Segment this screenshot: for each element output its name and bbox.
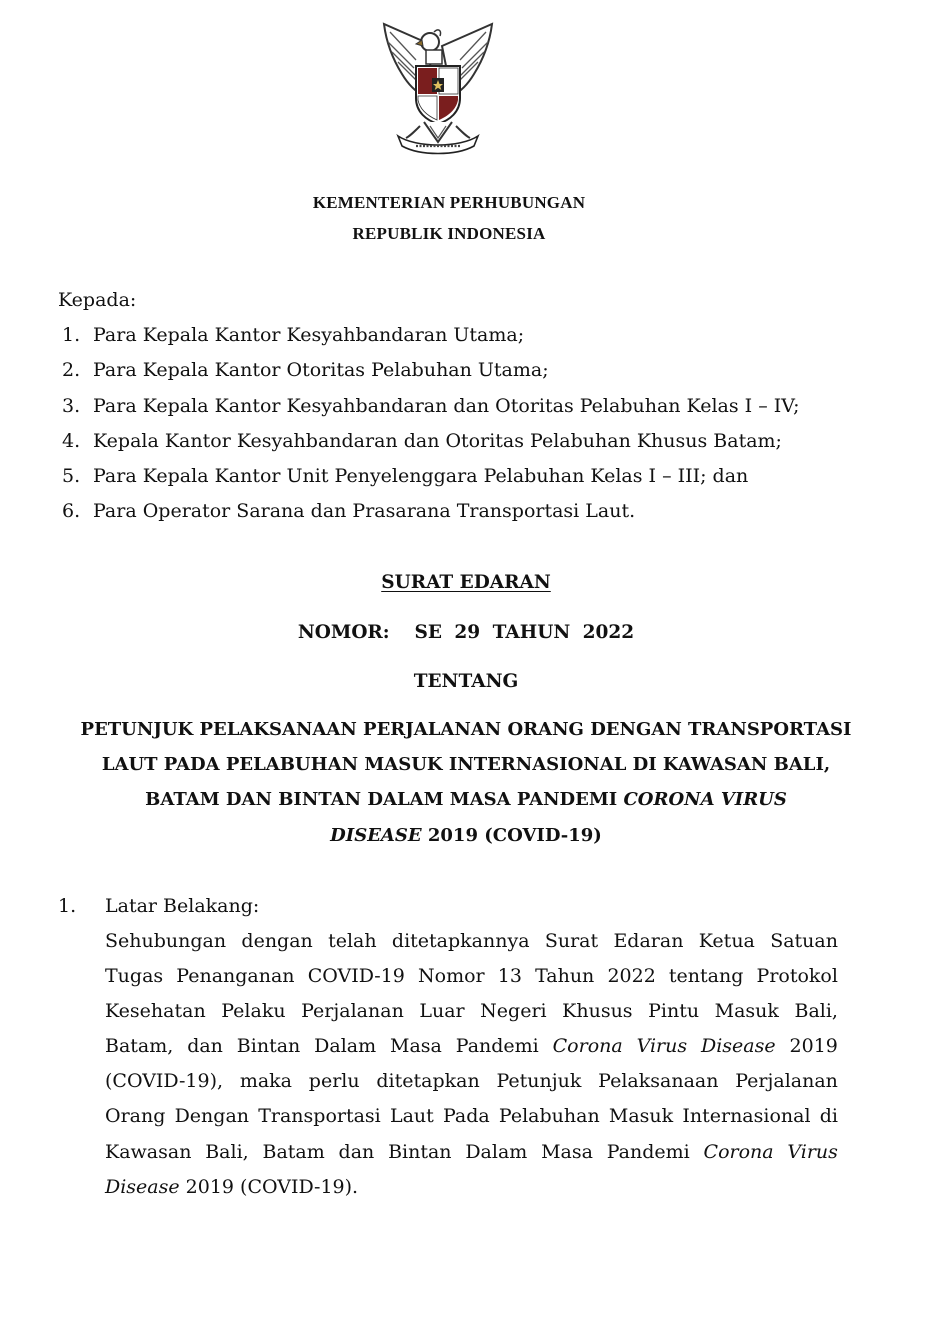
circular-subject <box>40 719 892 860</box>
list-item: 4. Kepala Kantor Kesyahbandaran dan Otoritas Pelabuhan Khusus Batam; <box>62 429 782 452</box>
subject-line: PETUNJUK PELAKSANAAN PERJALANAN ORANG DENGAN TRANSPORTASI <box>80 719 852 740</box>
section-number: 1. <box>58 895 77 917</box>
country-name: REPUBLIK INDONESIA <box>352 224 546 243</box>
garuda-emblem-icon <box>376 18 500 158</box>
paragraph-line: Orang Dengan Transportasi Laut Pada Pelabuhan Masuk Internasional di <box>105 1105 838 1128</box>
paragraph-line: Kesehatan Pelaku Perjalanan Luar Negeri Khusus Pintu Masuk Bali, <box>105 1000 838 1023</box>
circular-about: TENTANG <box>413 671 519 692</box>
section-heading: Latar Belakang: <box>105 895 260 917</box>
addressee-label: Kepada: <box>58 289 137 311</box>
circular-number: NOMOR: SE 29 TAHUN 2022 <box>297 622 635 643</box>
subject-line: LAUT PADA PELABUHAN MASUK INTERNASIONAL DI KAWASAN BALI, <box>101 754 831 776</box>
subject-line: DISEASE 2019 (COVID-19) <box>330 824 602 846</box>
list-item: 1. Para Kepala Kantor Kesyahbandaran Utama; <box>62 324 525 346</box>
paragraph-line: (COVID-19), maka perlu ditetapkan Petunjuk Pelaksanaan Perjalanan <box>105 1070 838 1093</box>
circular-title: SURAT EDARAN <box>381 572 551 593</box>
paragraph-line: Batam, dan Bintan Dalam Masa Pandemi Corona Virus Disease 2019 <box>105 1035 838 1058</box>
section-paragraph <box>105 930 838 1211</box>
list-item: 5. Para Kepala Kantor Unit Penyelenggara Pelabuhan Kelas I – III; dan <box>62 465 749 488</box>
subject-line: BATAM DAN BINTAN DALAM MASA PANDEMI CORONA VIRUS <box>145 789 787 811</box>
paragraph-line: Tugas Penanganan COVID-19 Nomor 13 Tahun 2022 tentang Protokol <box>105 965 838 988</box>
paragraph-line: Kawasan Bali, Batam dan Bintan Dalam Masa Pandemi Corona Virus <box>105 1140 838 1163</box>
recipient-list <box>62 324 799 536</box>
list-item: 6. Para Operator Sarana dan Prasarana Transportasi Laut. <box>62 500 636 523</box>
ministry-name: KEMENTERIAN PERHUBUNGAN <box>312 193 586 212</box>
list-item: 3. Para Kepala Kantor Kesyahbandaran dan Otoritas Pelabuhan Kelas I – IV; <box>62 394 800 417</box>
list-item: 2. Para Kepala Kantor Otoritas Pelabuhan Utama; <box>62 359 549 382</box>
paragraph-line: Sehubungan dengan telah ditetapkannya Surat Edaran Ketua Satuan <box>105 930 838 952</box>
paragraph-line: Disease 2019 (COVID-19). <box>105 1175 359 1198</box>
